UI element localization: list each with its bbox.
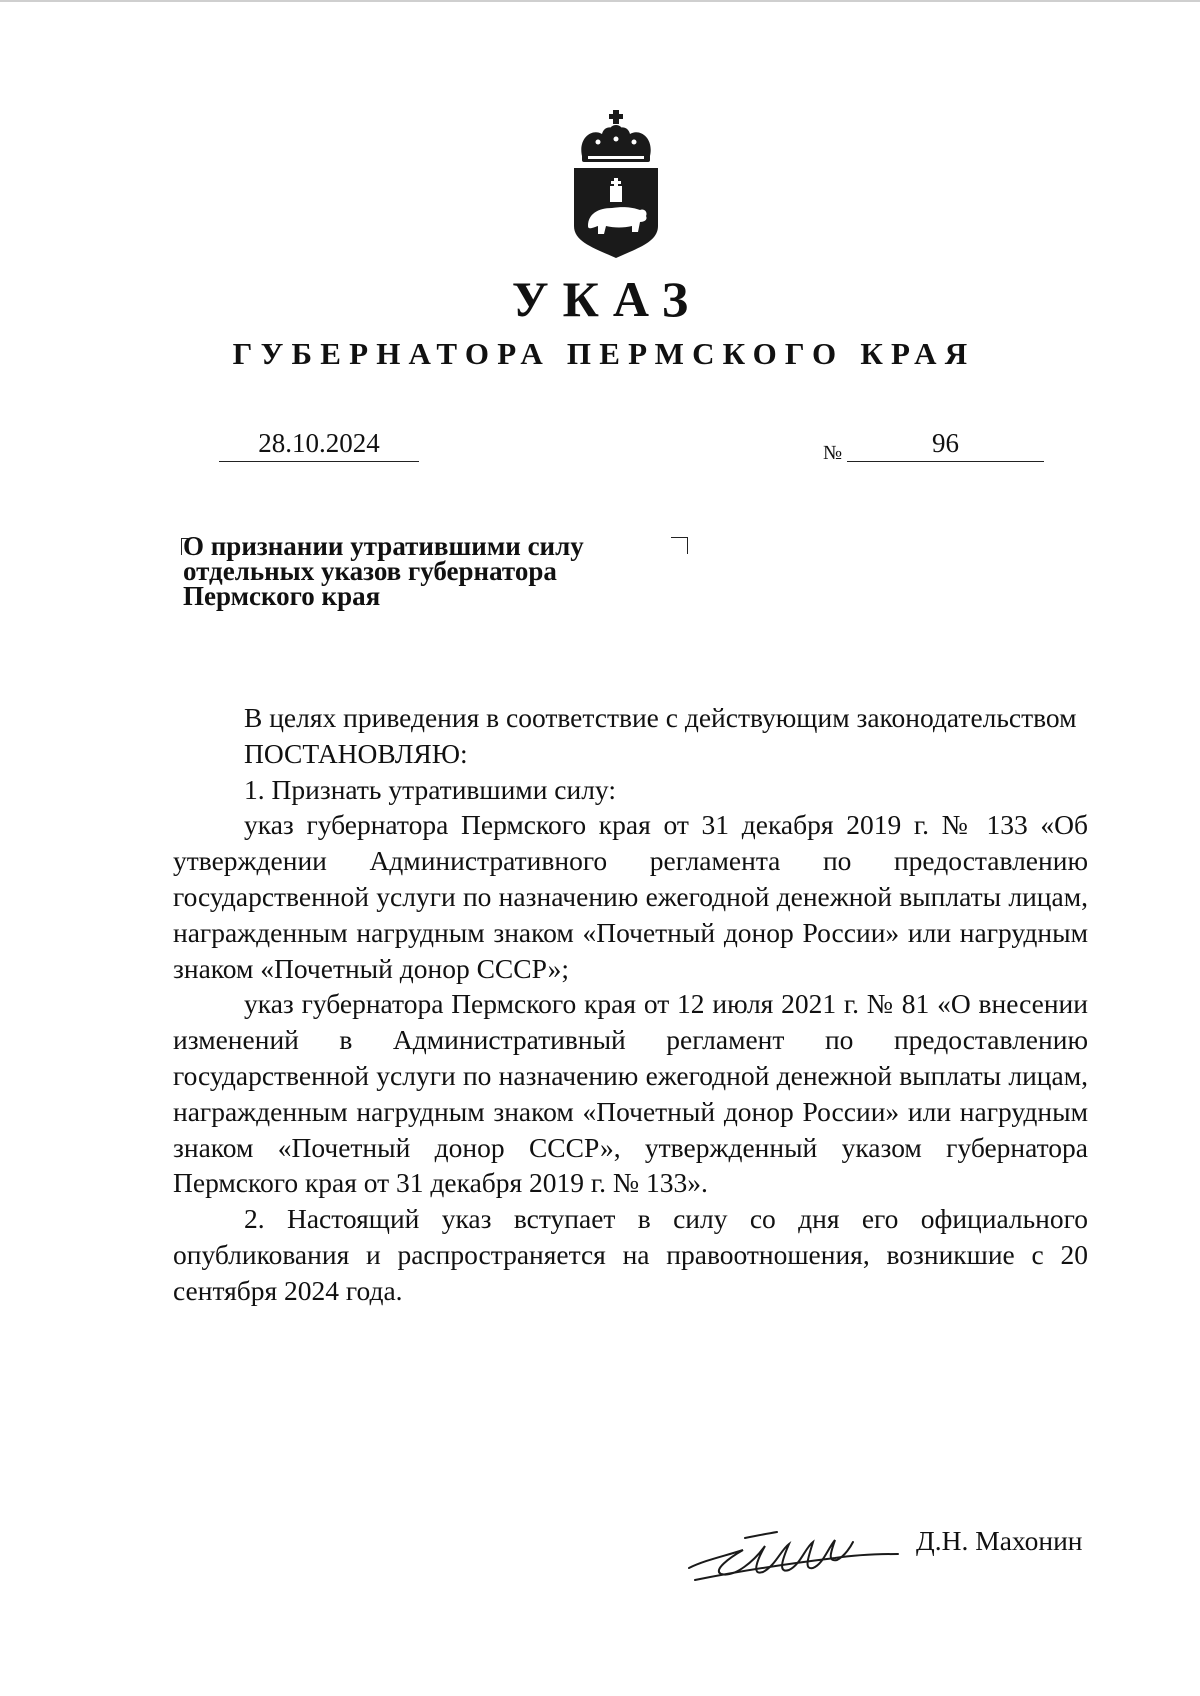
document-type-title: УКАЗ <box>511 271 703 327</box>
item-2: 2. Настоящий указ вступает в силу со дня его официального опубликования и распространяется на правоотношения, возникшие с 20 сентября 2024 года. <box>173 1203 1088 1306</box>
intro-paragraph: В целях приведения в соответствие с действующим законодательством <box>244 702 1077 733</box>
decree-date: 28.10.2024 <box>219 428 419 462</box>
signature-icon <box>685 1520 900 1590</box>
item-1-a: указ губернатора Пермского края от 31 декабря 2019 г. № 133 «Об утверждении Административного регламента по предоставлению государственной услуги по назначению ежегодной денежной выплаты лицам, награжденным нагрудным знаком «Почетный донор России» или нагрудным знаком «Почетный донор СССР»; <box>173 809 1088 984</box>
decree-number: 96 <box>847 428 1044 462</box>
issuer-subtitle: ГУБЕРНАТОРА ПЕРМСКОГО КРАЯ <box>232 336 976 371</box>
heading-line: Пермского края <box>183 581 381 611</box>
decree-word: ПОСТАНОВЛЯЮ: <box>244 737 468 769</box>
coat-of-arms-icon <box>568 108 664 260</box>
heading-corner-right <box>671 537 688 554</box>
decree-body <box>173 700 1088 1309</box>
heading-line: О признании утратившими силу <box>183 531 584 561</box>
signer-name: Д.Н. Махонин <box>916 1525 1083 1556</box>
scan-edge <box>0 0 1200 2</box>
item-1: 1. Признать утратившими силу: <box>244 773 616 805</box>
decree-heading <box>183 531 653 611</box>
number-label: № <box>823 442 843 464</box>
item-1-b: указ губернатора Пермского края от 12 июля 2021 г. № 81 «О внесении изменений в Административный регламент по предоставлению государственной услуги по назначению ежегодной денежной выплаты лицам, награжденным нагрудным знаком «Почетный донор России» или нагрудным знаком «Почетный донор СССР», утвержденный указом губернатора Пермского края от 31 декабря 2019 г. № 133». <box>173 988 1088 1199</box>
heading-line: отдельных указов губернатора <box>183 556 557 586</box>
